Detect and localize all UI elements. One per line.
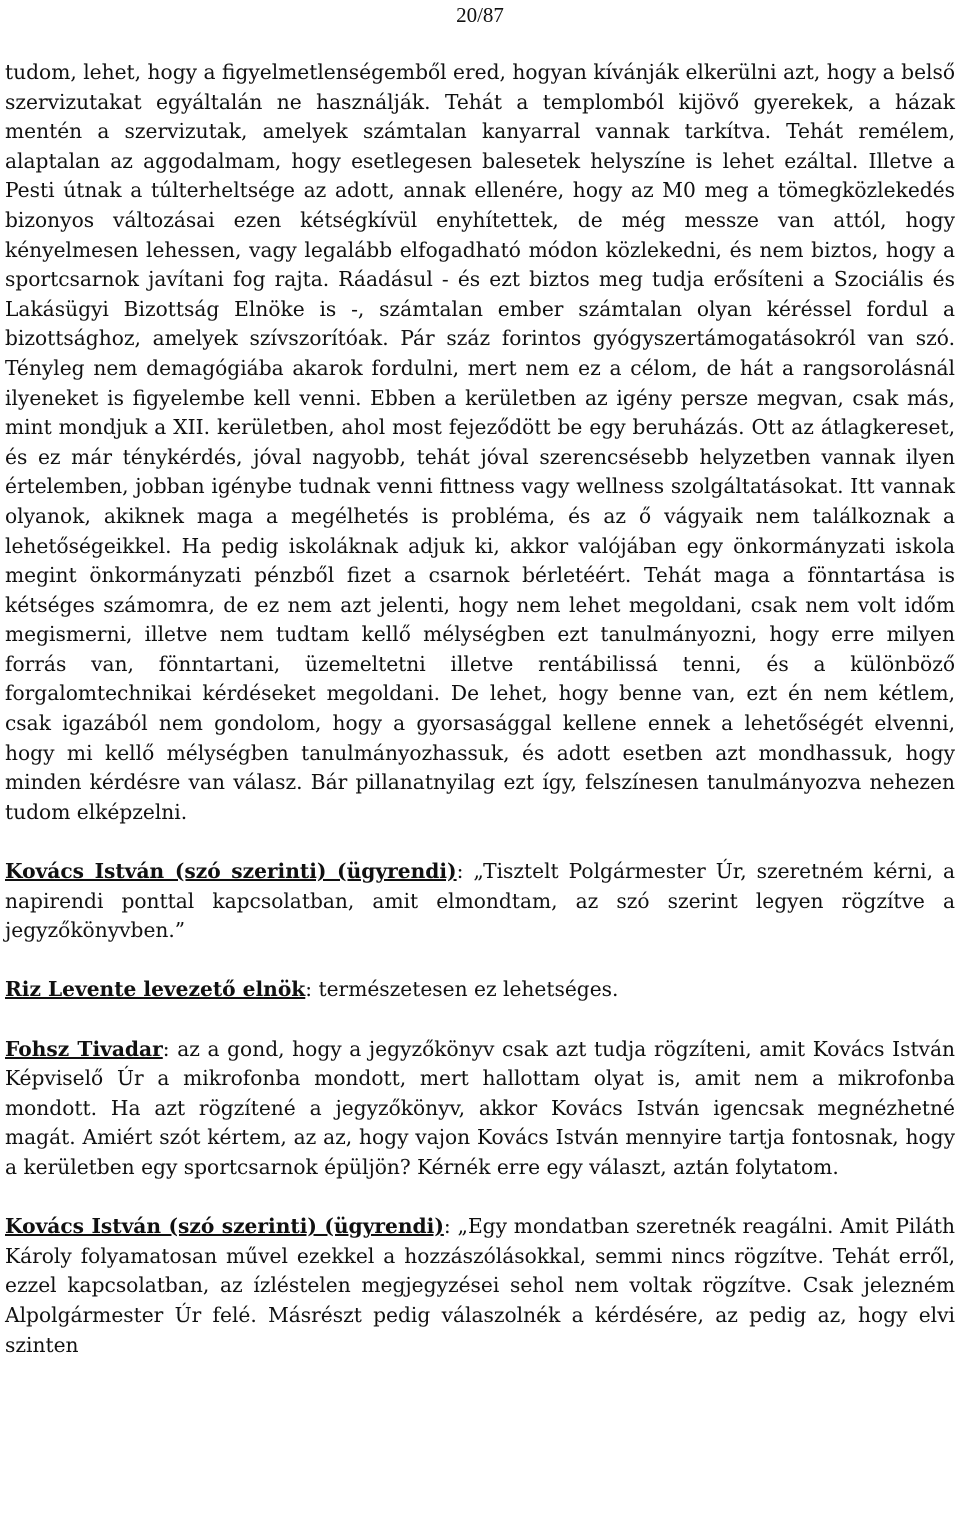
paragraph-riz-levente <box>5 975 955 1005</box>
paragraph-text: az a gond, hogy a jegyzőkönyv csak azt tudja rögzíteni, amit Kovács István Képviselő Úr a mikrofonba mondott, mert hallottam olyat is, amit nem a mikrofonba mondott. Ha azt rögzítené a jegyzőkönyv, akkor Kovács István igencsak megnézhetné magát. Amiért szót kértem, az az, hogy vajon Kovács István mennyire tartja fontosnak, hogy a kerületben egy sportcsarnok épüljön? Kérnék erre egy választ, aztán folytatom. <box>5 1036 955 1179</box>
paragraph-text: „Tisztelt Polgármester Úr, szeretném kérni, a napirendi ponttal kapcsolatban, amit elmondtam, az szó szerint legyen rögzítve a jegyzőkönyvben.” <box>5 859 956 943</box>
speaker-separator: : <box>456 859 474 884</box>
speaker-name: Riz Levente levezető elnök <box>5 977 306 1002</box>
speaker-name: Fohsz Tivadar <box>5 1036 163 1061</box>
page-number: 20/87 <box>456 3 504 27</box>
speaker-name: Kovács István (szó szerinti) (ügyrendi) <box>5 859 457 884</box>
paragraph-text: természetesen ez lehetséges. <box>318 977 619 1002</box>
speaker-separator: : <box>305 977 319 1002</box>
paragraph-text: „Egy mondatban szeretnék reagálni. Amit Piláth Károly folyamatosan művel ezekkel a hozzászólásokkal, semmi nincs rögzítve. Tehát erről, ezzel kapcsolatban, az ízléstelen megjegyzései sehol nem voltak rögzítve. Csak jelezném Alpolgármester Úr felé. Másrészt pedig válaszolnék a kérdésére, az pedig az, hogy elvi szinten <box>5 1214 955 1357</box>
speaker-name: Kovács István (szó szerinti) (ügyrendi) <box>5 1214 444 1239</box>
document-body <box>5 58 955 1390</box>
paragraph-text: tudom, lehet, hogy a figyelmetlenségemből ered, hogyan kívánják elkerülni azt, hogy a belső szervizutakat egyáltalán ne használják. Tehát a templomból kijövő gyerekek, a házak mentén a szervizutak, amelyek számtalan kanyarral vannak tarkítva. Tehát remélem, alaptalan az aggodalmam, hogy esetlegesen balesetek helyszíne is lehet ezáltal. Illetve a Pesti útnak a túlterheltsége az adott, annak ellenére, hogy az M0 meg a tömegközlekedés bizonyos változásai ezen kétségkívül enyhítettek, de még messze van attól, hogy kényelmesen lehessen, vagy legalább elfogadható módon közlekedni, és nem biztos, hogy a sportcsarnok javítani fog rajta. Ráadásul - és ezt biztos meg tudja erősíteni a Szociális és Lakásügyi Bizottság Elnöke is -, számtalan ember számtalan olyan kéréssel fordul a bizottsághoz, amelyek szívszorítóak. Pár száz forintos gyógyszertámogatásokról van szó. Tényleg nem demagógiába akarok fordulni, mert nem ez a célom, de hát a rangsorolásnál ilyeneket is figyelembe kell venni. Ebben a kerületben az igény persze megvan, csak más, mint mondjuk a XII. kerületben, ahol most fejeződött be egy beruházás. Ott az átlagkereset, és ez már ténykérdés, jóval nagyobb, tehát jóval szerencsésebb helyzetben vannak ilyen értelemben, jobban igénybe tudnak venni fittness vagy wellness szolgáltatásokat. Itt vannak olyanok, akiknek maga a megélhetés is probléma, és az ő vágyaik nem találkoznak a lehetőségeikkel. Ha pedig iskoláknak adjuk ki, akkor valójában egy önkormányzati iskola megint önkormányzati pénzből fizet a csarnok bérletéért. Tehát maga a fönntartása is kétséges számomra, de ez nem azt jelenti, hogy nem lehet megoldani, csak nem volt időm megismerni, illetve nem tudtam kellő mélységben ezt tanulmányozni, hogy erre milyen forrás van, fönntartani, üzemeltetni illetve rentábilissá tenni, és a különböző forgalomtechnikai kérdéseket megoldani. De lehet, hogy benne van, ezt én nem kétlem, csak igazából nem gondolom, hogy a gyorsasággal kellene ennek a lehetőségét elvenni, hogy mi kellő mélységben tanulmányozhassuk, és adott esetben azt mondhassuk, hogy minden kérdésre van válasz. Bár pillanatnyilag ezt így, felszínesen tanulmányozva nehezen tudom elképzelni. <box>5 60 955 824</box>
speaker-separator: : <box>162 1036 178 1061</box>
speaker-separator: : <box>443 1214 458 1239</box>
paragraph-continued-speech <box>5 58 955 827</box>
paragraph-kovacs-istvan-1 <box>5 857 955 946</box>
paragraph-kovacs-istvan-2 <box>5 1212 955 1360</box>
paragraph-fohsz-tivadar <box>5 1035 955 1183</box>
